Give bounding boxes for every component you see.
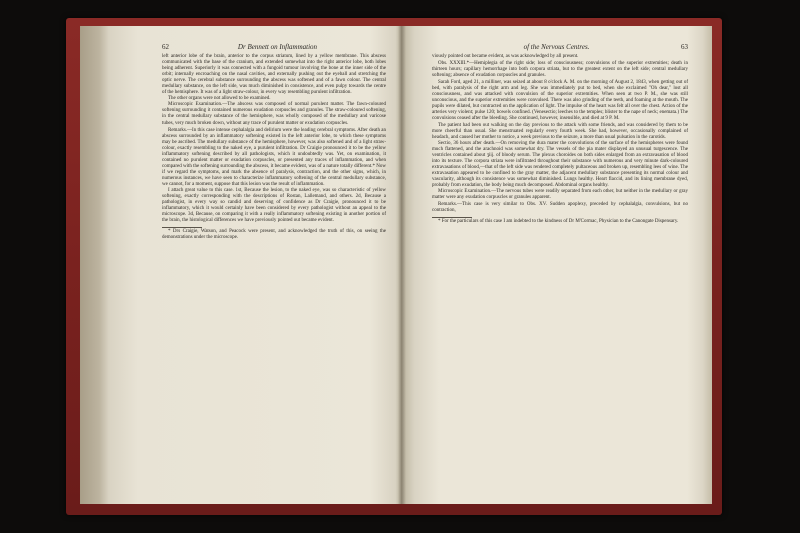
paragraph: Remarks.—In this case intense cephalalgia and delirium were the leading cerebral symptoms. After death an abscess surrounded by an inflammatory softening existed in the left anterior lobe, to which these symptoms may be ascribed. The medullary substance of the hemisphere, however, was also softened and of a light straw-colour, exactly resembling to the naked eye, a purulent infiltration. Dr Craigie pronounced it to be the yellow inflammatory softening described by all pathologists, which it undoubtedly was. Yet, on examination, it contained no purulent matter or exudation corpuscles, or presented any traces of inflammation, and when compared with the softening surrounding the abscess, it became evident, was of a nature totally different.* Now if we regard the symptoms, and mark the absence of paralysis, contraction, and the other signs, which, in numerous instances, we have seen to characterize inflammatory softening of the central medullary substance, we cannot, for a moment, suppose that this lesion was the result of inflammation. bbox=[162, 127, 386, 187]
paragraph: left anterior lobe of the brain, anterior to the corpus striatum, lined by a yellow membrane. This abscess communicated with the base of the cranium, and extended somewhat into the right anterior lobe, both lobes being adherent. Superiorly it was connected with a fungoid tumour involving the bone at the inner side of the orbit; internally encroaching on the nasal cavities, and externally pushing out the eyeball and stretching the optic nerve. The cerebral substance surrounding the abscess was softened and of a fawn colour. The central medullary substance, on the left side, was much diminished in consistence, and even pulpy towards the centre of the hemisphere. It was of a light straw-colour, in every way resembling purulent infiltration. bbox=[162, 54, 386, 96]
footnote-rule bbox=[162, 227, 202, 228]
left-page-number: 62 bbox=[162, 43, 169, 51]
paragraph: Obs. XXXIII.*—Hemiplegia of the right side; loss of consciousness; convulsions of the superior extremities; death in thirteen hours; capillary hemorrhage into both corpora striata, but to the greatest extent on the left side; central medullary softening; absence of exudation corpuscles and granules. bbox=[432, 61, 688, 79]
footnote: * Drs Craigie, Watson, and Peacock were present, and acknowledged the truth of this, on seeing the demonstrations under the microscope. bbox=[162, 229, 386, 241]
left-running-title: Dr Bennett on Inflammation bbox=[237, 43, 318, 51]
paragraph: The patient had been out walking on the day previous to the attack with some friends, and was considered by them to be more cheerful than usual. She menstruated regularly every fourth week. She had, however, occasionally complained of headach, and caused her mother to notice, a week previous to the seizure, a more than usual pulsation in the carotids. bbox=[432, 122, 688, 140]
left-running-head bbox=[162, 44, 386, 51]
paragraph: Sectio, 36 hours after death.—On removing the dura mater the convolutions of the surface of the hemispheres were found much flattened, and the arachnoid was somewhat dry. The vessels of the pia mater displayed an unusual turgescence. The ventricles contained about ʒiij. of bloody serum. The plexus choroides on both sides enlarged from an extravasation of blood into its texture. The corpora striata were infiltrated throughout their substance with numerous and very minute dark-coloured extravasations of blood,—that of the left side was rendered completely pultaceous and broken up, resembling lees of wine. The extravasation appeared to be confined to the gray matter, the adjacent medullary substance presenting its normal colour and vascularity, although its consistence was somewhat diminished. Lungs healthy. Heart flaccid, and its lining membrane dyed, probably from exudation, the body being much decomposed. Abdominal organs healthy. bbox=[432, 140, 688, 188]
book-gutter bbox=[398, 26, 406, 504]
paragraph: viously pointed out became evident, as was acknowledged by all present. bbox=[432, 54, 579, 59]
paragraph: Sarah Ford, aged 21, a milliner, was seized at about 8 o'clock A. M. on the morning of August 2, 1843, when getting out of bed, with paralysis of the right arm and leg. She was immediately put to bed, when she exclaimed "Oh dear," lost all consciousness, and was attacked with convulsion of the superior extremities. When seen at two P. M., she was still unconscious, and the superior extremities were convulsed. There was also grinding of the teeth, and foaming at the mouth. The pupils were dilated, but contracted on the application of light. The impulse of the heart was felt all over the chest. Action of the arteries very violent; pulse 120; bowels confined. (Venesectio; leeches to the temples; blister to the nape of neck; enemata.) The convulsions ceased after the bleeding. She continued, however, insensible, and died at 9 P. M. bbox=[432, 80, 688, 122]
right-running-title: of the Nervous Centres. bbox=[523, 43, 590, 51]
paragraph: The other organs were not allowed to be examined. bbox=[168, 96, 271, 102]
right-page-body bbox=[432, 54, 688, 225]
paragraph: Microscopic Examination.—The nervous tubes were readily separated from each other, but neither in the medullary or gray matter were any exudation corpuscles or granules apparent. bbox=[432, 189, 688, 201]
right-running-head bbox=[432, 44, 688, 51]
footnote: * For the particulars of this case I am indebted to the kindness of Dr M'Cormac, Physician to the Canongate Dispensary. bbox=[438, 219, 679, 225]
left-page-body bbox=[162, 54, 386, 241]
paragraph: Remarks.—This case is very similar to Obs. XV. Sudden apoplexy, preceded by cephalalgia, convulsions, but no contraction, bbox=[432, 202, 688, 214]
paragraph: I attach great value to this case. 1st, Because the lesion, to the naked eye, was so characteristic of yellow softening, exactly corresponding with the descriptions of Rostan, Lallemand, and others. 2d, Because a pathologist, in every way so candid and deserving of confidence as Dr Craigie, pronounced it to be inflammatory, which it would certainly have been considered by every pathologist without an appeal to the microscope. 3d, Because, on comparing it with a really inflammatory softening existing in another portion of the brain, the histological differences we have previously pointed out became evident. bbox=[162, 188, 386, 224]
right-page-number: 63 bbox=[681, 43, 688, 51]
right-page bbox=[402, 26, 712, 504]
footnote-rule bbox=[432, 217, 472, 218]
left-page bbox=[80, 26, 402, 504]
paragraph: Microscopic Examination.—The abscess was composed of normal purulent matter. The fawn-coloured softening surrounding it contained numerous exudation corpuscles and granules. The straw-coloured softening, in the central medullary substance of the hemisphere, was wholly composed of the medullary and varicose tubes, very much broken down, without any trace of purulent matter or exudation corpuscles. bbox=[162, 102, 386, 126]
